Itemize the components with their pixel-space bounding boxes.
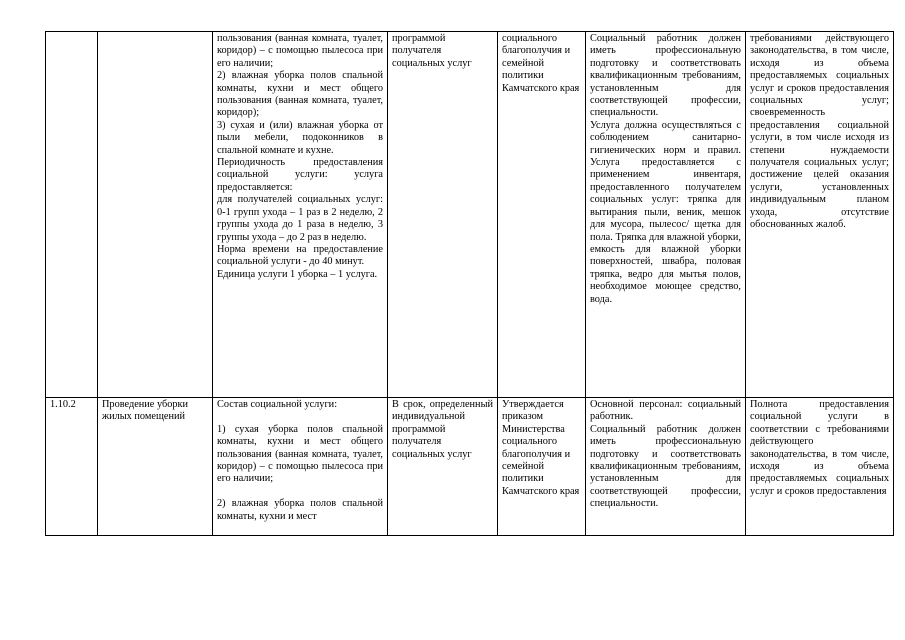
cell-term: В срок, определенный индивидуальной программой получателя социальных услуг bbox=[388, 398, 498, 536]
cell-quality: требованиями действующего законодательства, в том числе, исходя из объема предоставляемых социальных услуг и сроков предоставления социальных услуг; своевременность предоставления социальной услуги, в том числе исходя из степени нуждаемости получателя социальных услуг; достижение целей оказания услуги, установленных индивидуальным планом ухода, отсутствие обоснованных жалоб. bbox=[746, 32, 894, 398]
table-row bbox=[46, 32, 894, 398]
cell-service-name bbox=[98, 32, 213, 398]
cell-tariff: Утверждается приказом Министерства социального благополучия и семейной политики Камчатского края bbox=[498, 398, 586, 536]
cell-composition: Состав социальной услуги: 1) сухая уборка полов спальной комнаты, кухни и мест общего пользования (ванная комната, туалет, коридор) – с помощью пылесоса при его наличии; 2) влажная уборка полов спальной комнаты, кухни и мест bbox=[213, 398, 388, 536]
cell-composition: пользования (ванная комната, туалет, коридор) – с помощью пылесоса при его наличии; 2) влажная уборка полов спальной комнаты, кухни и мест общего пользования (ванная комната, туалет, коридор); 3) сухая и (или) влажная уборка от пыли мебели, подоконников в спальной комнате и кухне. Периодичность предоставления социальной услуги: услуга предоставляется: для получателей социальных услуг: 0-1 групп ухода – 1 раз в 2 неделю, 2 группы ухода до 1 раза в неделю, 3 группы ухода – до 2 раз в неделю. Норма времени на предоставление социальной услуги - до 40 минут. Единица услуги 1 уборка – 1 услуга. bbox=[213, 32, 388, 398]
cell-term: программой получателя социальных услуг bbox=[388, 32, 498, 398]
table-row bbox=[46, 398, 894, 536]
cell-number bbox=[46, 32, 98, 398]
cell-tariff: социального благополучия и семейной политики Камчатского края bbox=[498, 32, 586, 398]
cell-quality: Полнота предоставления социальной услуги в соответствии с требованиями действующего законодательства, в том числе, исходя из объема предоставляемых социальных услуг и сроков предоставления bbox=[746, 398, 894, 536]
services-table bbox=[45, 31, 894, 536]
cell-conditions: Основной персонал: социальный работник. Социальный работник должен иметь профессиональную подготовку и соответствовать квалификационным требованиям, установленным для соответствующей профессии, специальности. bbox=[586, 398, 746, 536]
cell-service-name: Проведение уборки жилых помещений bbox=[98, 398, 213, 536]
cell-number: 1.10.2 bbox=[46, 398, 98, 536]
cell-conditions: Социальный работник должен иметь профессиональную подготовку и соответствовать квалификационным требованиям, установленным для соответствующей профессии, специальности. Услуга должна осуществляться с соблюдением санитарно-гигиенических норм и правил. Услуга предоставляется с применением инвентаря, предоставленного получателем социальных услуг: тряпка для вытирания пыли, веник, мешок для мусора, пылесос/ щетка для пола. Тряпка для влажной уборки, емкость для влажной уборки поверхностей, швабра, половая тряпка, ведро для мытья полов, необходимое моющее средство, вода. bbox=[586, 32, 746, 398]
